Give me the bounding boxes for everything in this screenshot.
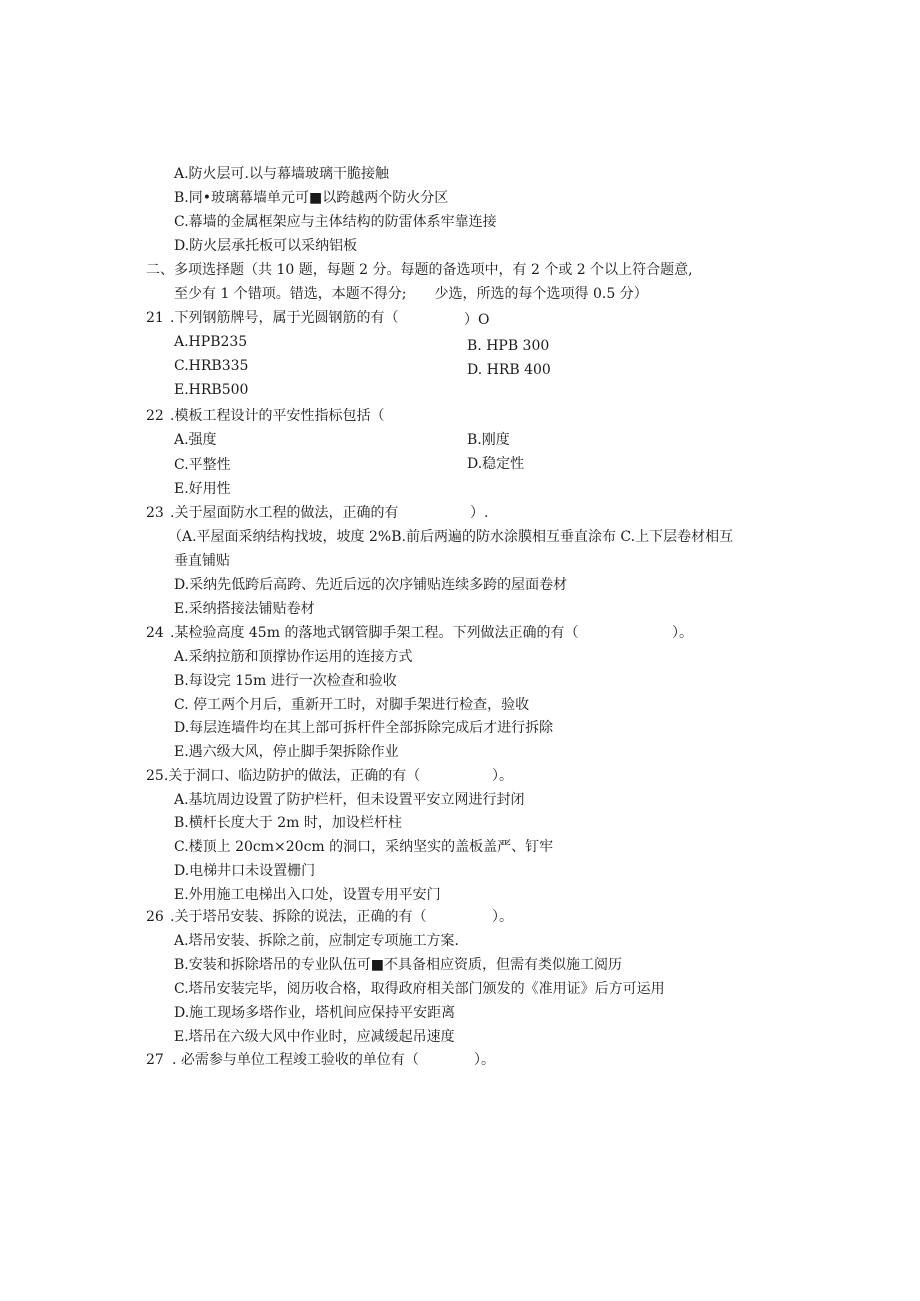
q25-option-a: A.基坑周边设置了防护栏杆，但未设置平安立网进行封闭 xyxy=(174,792,525,808)
q23-stem-tail: ）. xyxy=(470,505,489,521)
q27-stem-tail: ）。 xyxy=(474,1052,495,1068)
q23-stem: .关于屋面防水工程的做法，正确的有 xyxy=(170,505,399,521)
q24-option-c: C. 停工两个月后，重新开工时，对脚手架进行检查，验收 xyxy=(174,697,530,713)
q25-option-d: D.电梯井口未设置栅门 xyxy=(174,863,316,879)
q25-stem-tail: ）。 xyxy=(492,768,513,784)
q25-option-c: C.楼顶上 20cm×20cm 的洞口，采纳坚实的盖板盖严、钉牢 xyxy=(174,839,554,855)
q20-option-b: B.同•玻璃幕墙单元可■以跨越两个防火分区 xyxy=(174,190,449,206)
q21-option-a: A.HPB235 xyxy=(174,334,248,350)
q26-option-c: C.塔吊安装完毕，阅历收合格，取得政府相关部门颁发的《准用证》后方可运用 xyxy=(174,981,665,997)
q21-stem-tail: ）O xyxy=(464,312,490,328)
q25-stem: 25.关于洞口、临边防护的做法，正确的有（ xyxy=(146,768,421,784)
q22-option-c: C.平整性 xyxy=(174,457,231,473)
q26-option-e: E.塔吊在六级大风中作业时，应减缓起吊速度 xyxy=(174,1029,455,1045)
q23-option-e: E.采纳搭接法铺贴卷材 xyxy=(174,601,315,617)
q24-option-e: E.遇六级大风，停止脚手架拆除作业 xyxy=(174,744,399,760)
q24-option-b: B.每设完 15m 进行一次检查和验收 xyxy=(174,673,397,689)
q21-option-e: E.HRB500 xyxy=(174,382,249,398)
q23-options-abc-cont: 垂直铺贴 xyxy=(174,553,230,569)
q25-option-e: E.外用施工电梯出入口处，设置专用平安门 xyxy=(174,887,441,903)
section-2-heading: 二、多项选择题（共 10 题，每题 2 分。每题的备选项中，有 2 个或 2 个以上符合题意, xyxy=(146,262,693,278)
q24-stem: .某检验高度 45m 的落地式钢管脚手架工程。下列做法正确的有（ xyxy=(170,625,579,641)
q23-number: 23 xyxy=(146,505,164,521)
q21-option-c: C.HRB335 xyxy=(174,358,249,374)
q21-option-d: D. HRB 400 xyxy=(467,362,551,378)
q26-stem: .关于塔吊安装、拆除的说法，正确的有（ xyxy=(170,909,427,925)
q21-option-b: B. HPB 300 xyxy=(467,338,550,354)
q26-option-d: D.施工现场多塔作业，塔机间应保持平安距离 xyxy=(174,1005,456,1021)
q23-option-d: D.采纳先低跨后高跨、先近后远的次序铺贴连续多跨的屋面卷材 xyxy=(174,577,568,593)
q20-option-a: A.防火层可.以与幕墙玻璃干脆接触 xyxy=(174,166,390,182)
q22-stem: .模板工程设计的平安性指标包括（ xyxy=(170,408,385,424)
q21-stem: .下列钢筋牌号，属于光圆钢筋的有（ xyxy=(170,310,399,326)
q21-number: 21 xyxy=(146,310,164,326)
q26-option-a: A.塔吊安装、拆除之前，应制定专项施工方案. xyxy=(174,933,460,949)
q24-option-d: D.每层连墙件均在其上部可拆杆件全部拆除完成后才进行拆除 xyxy=(174,720,554,736)
q25-option-b: B.横杆长度大于 2m 时，加设栏杆柱 xyxy=(174,815,402,831)
q24-stem-tail: ）。 xyxy=(672,625,693,641)
section-2-heading-line2: 至少有 1 个错项。错选，本题不得分; 少选，所选的每个选项得 0.5 分） xyxy=(174,286,648,302)
q23-options-abc: （A.平屋面采纳结构找坡，坡度 2%B.前后两遍的防水涂膜相互垂直涂布 C.上下层卷材相互 xyxy=(168,529,734,545)
q22-option-b: B.刚度 xyxy=(467,432,510,448)
q20-option-c: C.幕墙的金属框架应与主体结构的防雷体系牢靠连接 xyxy=(174,214,497,230)
q27-stem: . 必需参与单位工程竣工验收的单位有（ xyxy=(172,1052,419,1068)
q22-option-a: A.强度 xyxy=(174,432,217,448)
q24-option-a: A.采纳拉筋和顶撑协作运用的连接方式 xyxy=(174,649,413,665)
q20-option-d: D.防火层承托板可以采纳铝板 xyxy=(174,238,358,254)
q22-number: 22 xyxy=(146,408,164,424)
q22-option-e: E.好用性 xyxy=(174,481,231,497)
q26-option-b: B.安装和拆除塔吊的专业队伍可■不具备相应资质，但需有类似施工阅历 xyxy=(174,957,622,973)
q27-number: 27 xyxy=(146,1052,164,1068)
q22-option-d: D.稳定性 xyxy=(467,456,525,472)
q26-number: 26 xyxy=(146,909,164,925)
q26-stem-tail: ）。 xyxy=(492,909,513,925)
q24-number: 24 xyxy=(146,625,164,641)
